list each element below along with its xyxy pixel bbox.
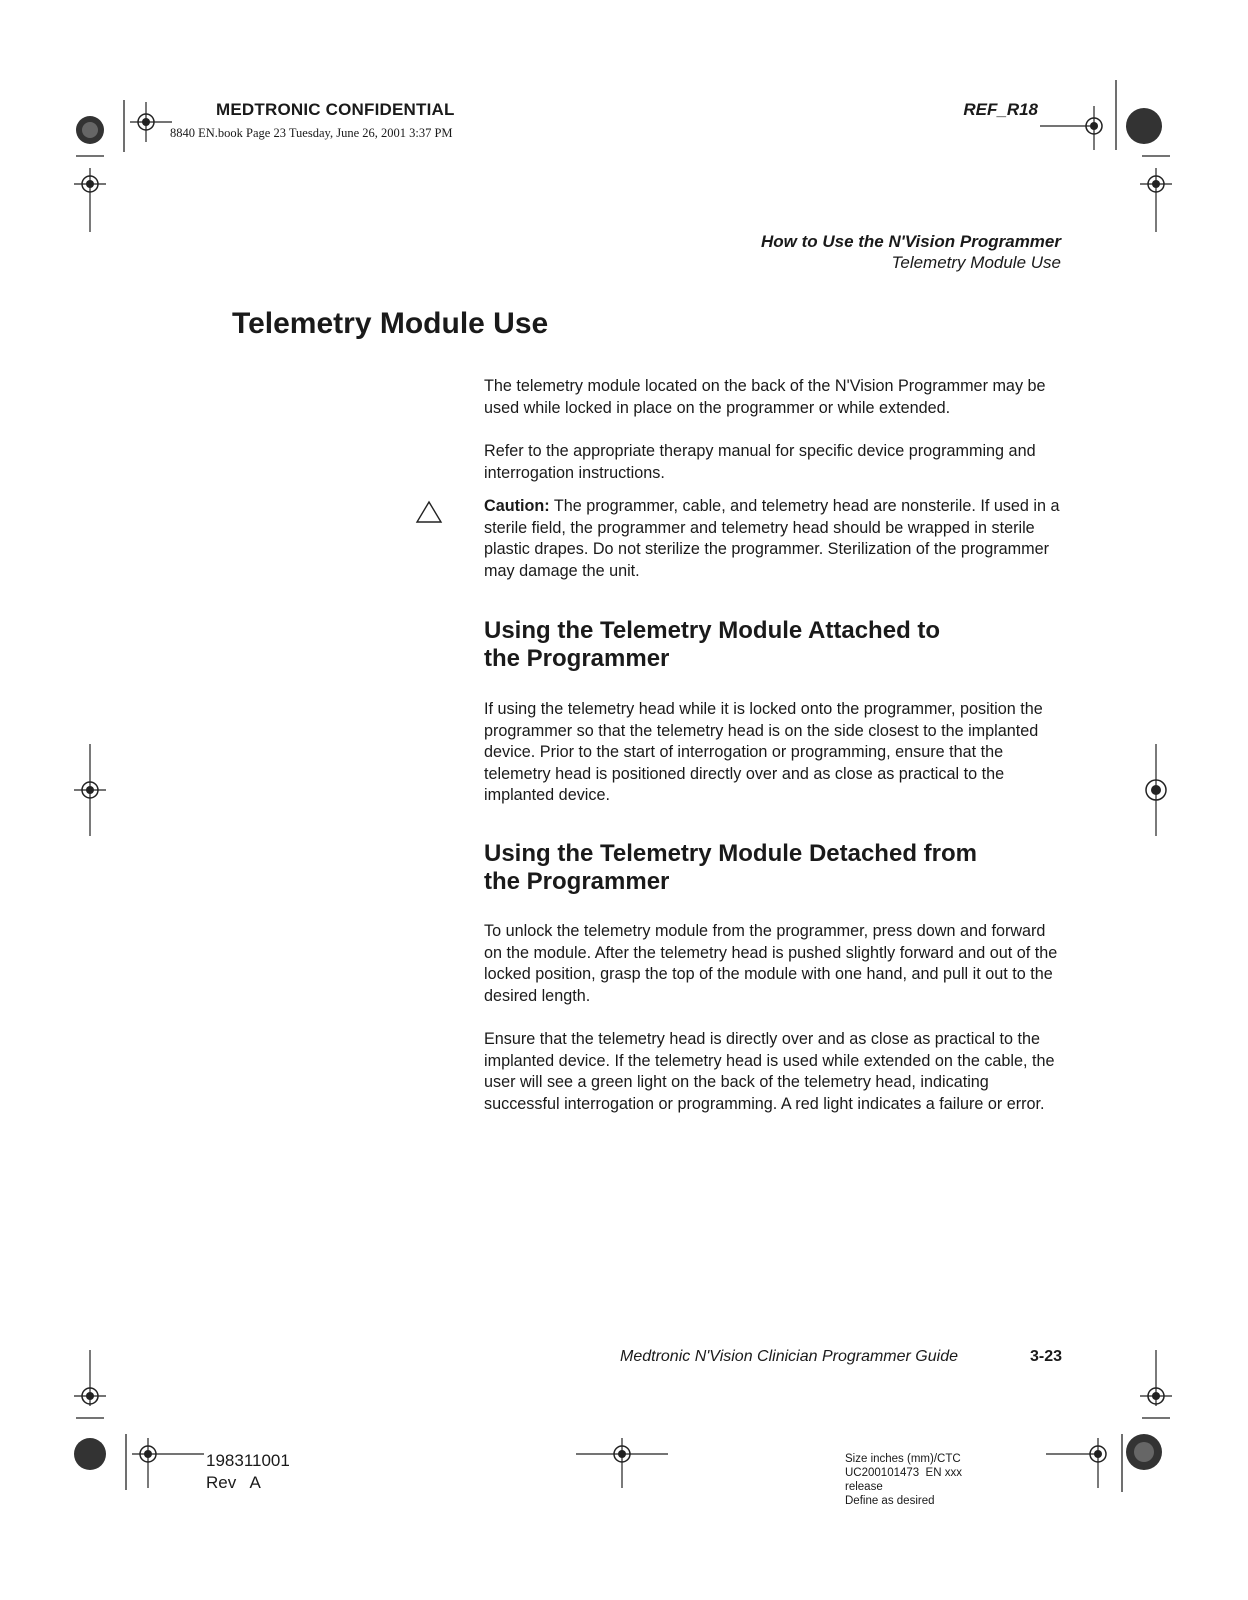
guide-title-footer: Medtronic N'Vision Clinician Programmer Guide (620, 1348, 958, 1365)
document-number: 198311001 Rev A (206, 1451, 290, 1492)
crosshair-icon (1136, 744, 1176, 838)
reference-paragraph: Refer to the appropriate therapy manual for specific device programming and interrogation instructions. (484, 442, 1036, 482)
section-heading-detached: Using the Telemetry Module Detached from the Programmer (484, 840, 977, 895)
intro-paragraph: The telemetry module located on the back of the N'Vision Programmer may be used while locked in place on the programmer or while extended. (484, 377, 1046, 417)
caution-text: The programmer, cable, and telemetry head are nonsterile. If used in a sterile field, the programmer and telemetry head should be wrapped in sterile plastic drapes. Do not sterilize the programmer. Sterilization of the programmer may damage the unit. (484, 497, 1060, 580)
running-header-chapter: How to Use the N'Vision Programmer (760, 232, 1061, 251)
crosshair-icon (1040, 80, 1120, 160)
print-size-info: Size inches (mm)/CTC UC200101473 EN xxx release Define as desired (845, 1453, 962, 1507)
section-heading-attached: Using the Telemetry Module Attached to the Programmer (484, 617, 941, 672)
page-title: Telemetry Module Use (232, 307, 549, 340)
detached-paragraph-lights: Ensure that the telemetry head is directly over and as close as practical to the implanted device. If the telemetry head is used while extended on the cable, the user will see a green light on the back of the telemetry head, indicating successful interrogation or programming. A red light indicates a failure or error. (484, 1030, 1055, 1113)
crosshair-icon (576, 1434, 668, 1490)
attached-paragraph: If using the telemetry head while it is locked onto the programmer, position the programmer so that the telemetry head is on the side closest to the implanted device. Prior to the start of interrogation or programming, ensure that the telemetry head is positioned directly over and as close as practical to the implanted device. (484, 700, 1043, 804)
crosshair-icon (70, 744, 110, 838)
crosshair-icon (70, 1350, 110, 1424)
crosshair-icon (130, 1434, 204, 1490)
crosshair-icon (1136, 150, 1176, 234)
detached-paragraph-unlock: To unlock the telemetry module from the programmer, press down and forward on the module. After the telemetry head is pushed slightly forward and out of the locked position, grasp the top of the module with one hand, and pull it out to the desired length. (484, 922, 1058, 1005)
registration-mark-icon (1122, 104, 1166, 148)
crosshair-icon (1046, 1434, 1126, 1494)
crosshair-icon (128, 100, 172, 144)
warning-triangle-icon (415, 500, 443, 524)
caution-label: Caution: (484, 497, 550, 515)
caution-paragraph (484, 496, 1064, 582)
running-header-section: Telemetry Module Use (891, 253, 1061, 272)
reference-code: REF_R18 (963, 100, 1038, 119)
crosshair-icon (1136, 1350, 1176, 1424)
registration-mark-icon (72, 1430, 132, 1490)
book-info-line: 8840 EN.book Page 23 Tuesday, June 26, 2001 3:37 PM (170, 126, 453, 140)
registration-mark-icon (1122, 1430, 1166, 1474)
confidential-label: MEDTRONIC CONFIDENTIAL (216, 100, 455, 119)
crosshair-icon (70, 150, 110, 234)
page-number: 3-23 (1029, 1348, 1062, 1365)
